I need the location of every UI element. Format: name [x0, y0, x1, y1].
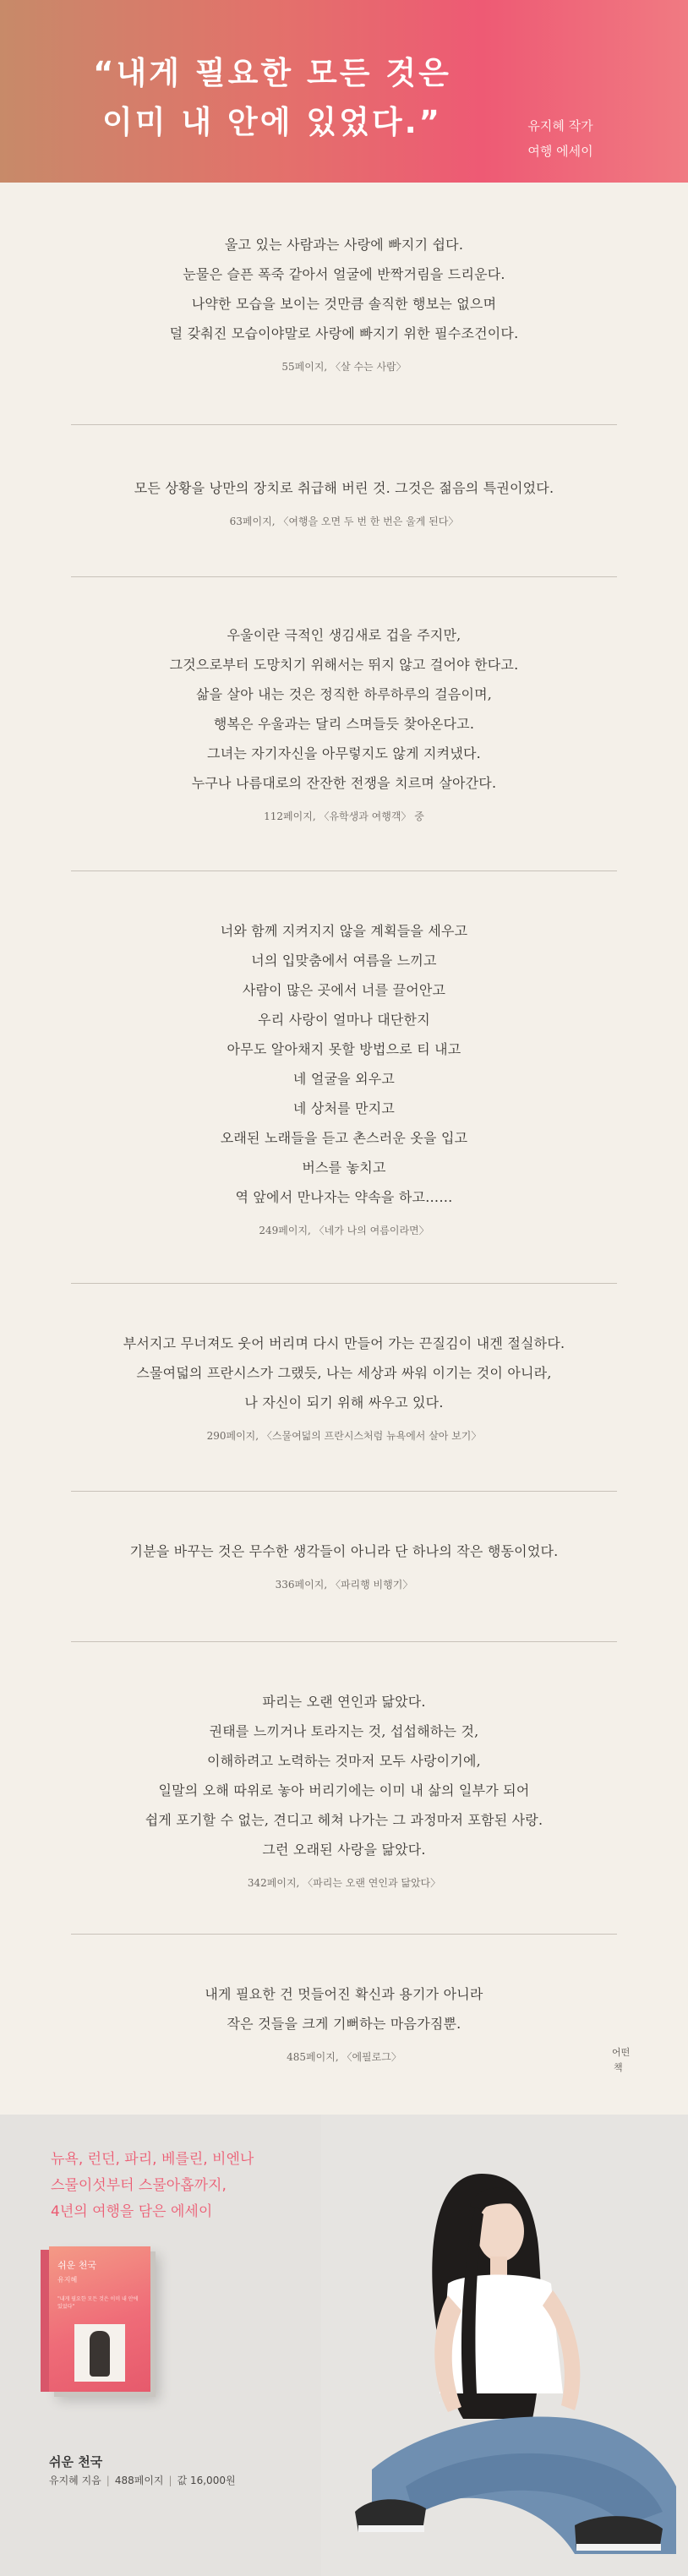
- quote-line: 그녀는 자기자신을 아무렇지도 않게 지켜냈다.: [207, 745, 481, 761]
- quote-section-1: [0, 230, 688, 375]
- publisher-logo: [609, 2042, 634, 2084]
- book-info: 유지혜 지음 | 488페이지 | 값 16,000원: [49, 2475, 236, 2486]
- quote-line: 역 앞에서 만나자는 약속을 하고……: [235, 1189, 453, 1205]
- quote-line: 삶을 살아 내는 것은 정직한 하루하루의 걸음이며,: [195, 686, 493, 702]
- quote-line: 쉽게 포기할 수 없는, 견디고 헤쳐 나가는 그 과정마저 포함된 사랑.: [145, 1812, 543, 1828]
- header-genre: 여행 에세이: [527, 144, 593, 159]
- promo-copy-line: 뉴욕, 런던, 파리, 베를린, 비엔나: [51, 2151, 254, 2168]
- quote-line: 파리는 오랜 연인과 닮았다.: [262, 1694, 426, 1710]
- quote-line: 네 얼굴을 외우고: [292, 1071, 396, 1087]
- quote-source: 112페이지, 〈유학생과 여행객〉 중: [264, 810, 424, 822]
- book-cover-title: 쉬운 천국: [57, 2260, 97, 2271]
- book-promo: [0, 2115, 688, 2576]
- header-quote: [52, 49, 492, 147]
- quote-line: 내게 필요한 건 멋들어진 확신과 용기가 아니라: [205, 1986, 483, 2002]
- quote-source: 55페이지, 〈살 수는 사람〉: [281, 361, 407, 373]
- quote-source: 485페이지, 〈에필로그〉: [287, 2051, 401, 2063]
- book-title: 쉬운 천국: [49, 2454, 103, 2470]
- quote-source: 290페이지, 〈스물여덟의 프란시스처럼 뉴욕에서 살아 보기〉: [206, 1430, 482, 1442]
- quote-source: 249페이지, 〈네가 나의 여름이라면〉: [259, 1225, 429, 1236]
- quote-section-7: [0, 1687, 688, 1891]
- quote-line: 모든 상황을 낭만의 장치로 취급해 버린 것. 그것은 젊음의 특권이었다.: [134, 480, 554, 496]
- quote-line: 우리 사랑이 얼마나 대단한지: [258, 1012, 430, 1028]
- promo-copy-line: 스물이섯부터 스물아홉까지,: [51, 2177, 227, 2194]
- book-cover-author: 유지혜: [57, 2276, 78, 2284]
- header-meta: [489, 113, 632, 164]
- quote-line: 너와 함께 지켜지지 않을 계획들을 세우고: [220, 923, 468, 939]
- book-cover: [49, 2246, 150, 2392]
- quote-line: 권태를 느끼거나 토라지는 것, 섭섭해하는 것,: [209, 1723, 479, 1739]
- quote-line: 이해하려고 노력하는 것마저 모두 사랑이기에,: [207, 1753, 481, 1769]
- quote-source: 342페이지, 〈파리는 오랜 연인과 닮았다〉: [247, 1877, 441, 1889]
- quote-line: 버스를 놓치고: [302, 1160, 386, 1176]
- divider: [71, 1283, 617, 1284]
- book-price: 값 16,000원: [177, 2475, 236, 2486]
- quote-line: 덜 갖춰진 모습이야말로 사랑에 빠지기 위한 필수조건이다.: [169, 325, 519, 341]
- divider: [71, 1934, 617, 1935]
- divider: [71, 870, 617, 871]
- quote-section-4: [0, 916, 688, 1239]
- quote-line: 그것으로부터 도망치기 위해서는 뛰지 않고 걸어야 한다고.: [169, 657, 519, 673]
- quote-line: 오래된 노래들을 듣고 촌스러운 옷을 입고: [220, 1130, 468, 1146]
- quote-section-8: [0, 1979, 688, 2066]
- book-author-credit: 유지혜 지음: [49, 2475, 101, 2486]
- quote-line: 스물여덟의 프란시스가 그랬듯, 나는 세상과 싸워 이기는 것이 아니라,: [136, 1365, 552, 1381]
- quote-line: 그런 오래된 사랑을 닮았다.: [262, 1842, 426, 1858]
- quote-line: 눈물은 슬픈 폭죽 같아서 얼굴에 반짝거림을 드리운다.: [183, 266, 505, 282]
- promo-copy: [51, 2147, 330, 2225]
- quote-line: 나약한 모습을 보이는 것만큼 솔직한 행보는 없으며: [191, 296, 497, 312]
- quote-line: 울고 있는 사람과는 사랑에 빠지기 쉽다.: [224, 237, 464, 253]
- promo-copy-line: 4년의 여행을 담은 에세이: [51, 2203, 213, 2220]
- divider: [71, 1491, 617, 1492]
- book-cover-blurb: "내게 필요한 모든 것은 이미 내 안에 있었다": [57, 2296, 139, 2310]
- quote-source: 336페이지, 〈파리행 비행기〉: [275, 1579, 413, 1591]
- quote-line: 너의 입맞춤에서 여름을 느끼고: [251, 952, 437, 969]
- book-spine: [41, 2250, 49, 2392]
- quote-section-3: [0, 620, 688, 825]
- divider: [71, 1641, 617, 1642]
- svg-text:책: 책: [614, 2062, 623, 2073]
- quote-line: 사람이 많은 곳에서 너를 끌어안고: [242, 982, 446, 998]
- divider: [71, 576, 617, 577]
- header-quote-line1: “내게 필요한 모든 것은: [93, 55, 451, 91]
- quote-section-6: [0, 1536, 688, 1593]
- quote-source: 63페이지, 〈여행을 오면 두 번 한 번은 울게 된다〉: [229, 516, 459, 527]
- svg-text:어떤: 어떤: [612, 2047, 631, 2058]
- quote-line: 일말의 오해 따위로 놓아 버리기에는 이미 내 삶의 일부가 되어: [158, 1782, 530, 1798]
- author-photo: [321, 2115, 688, 2576]
- header-author: 유지혜 작가: [527, 118, 593, 134]
- quote-line: 작은 것들을 크게 기뻐하는 마음가짐뿐.: [227, 2016, 461, 2032]
- quote-line: 행복은 우울과는 달리 스며들듯 찾아온다고.: [213, 716, 475, 732]
- header-quote-line2: 이미 내 안에 있었다.”: [102, 104, 442, 140]
- quote-line: 부서지고 무너져도 웃어 버리며 다시 만들어 가는 끈질김이 내겐 절실하다.: [123, 1335, 565, 1351]
- divider: [71, 424, 617, 425]
- quote-line: 기분을 바꾸는 것은 무수한 생각들이 아니라 단 하나의 작은 행동이었다.: [129, 1543, 559, 1559]
- quote-line: 네 상처를 만지고: [292, 1100, 396, 1116]
- header-banner: [0, 0, 688, 183]
- quote-line: 우울이란 극적인 생김새로 겁을 주지만,: [227, 627, 461, 643]
- book-pages: 488페이지: [114, 2475, 164, 2486]
- quote-section-5: [0, 1329, 688, 1444]
- book-cover-photo: [74, 2324, 125, 2382]
- quote-line: 누구나 나름대로의 잔잔한 전쟁을 치르며 살아간다.: [191, 775, 497, 791]
- quote-line: 아무도 알아채지 못할 방법으로 티 내고: [227, 1041, 461, 1057]
- quote-line: 나 자신이 되기 위해 싸우고 있다.: [244, 1394, 444, 1411]
- quote-section-2: [0, 473, 688, 530]
